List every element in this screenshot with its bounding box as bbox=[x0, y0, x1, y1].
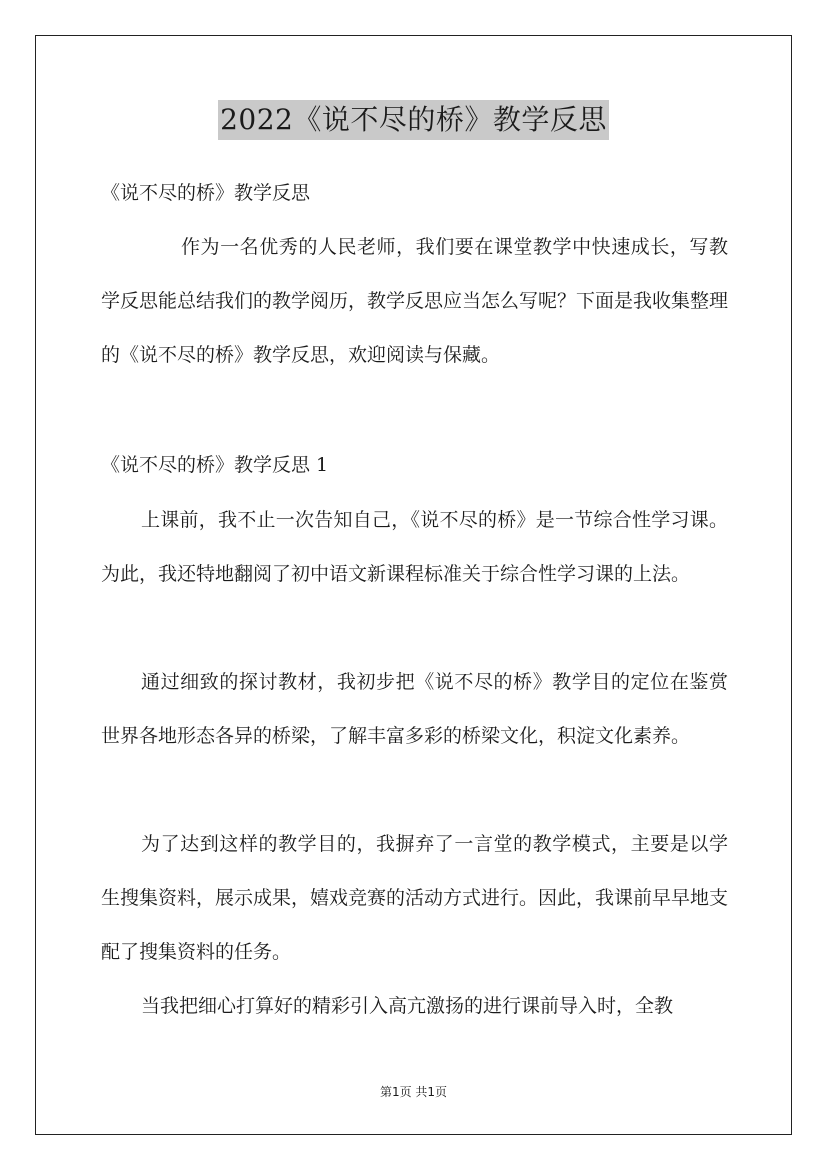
intro-paragraph: 作为一名优秀的人民老师，我们要在课堂教学中快速成长，写教学反思能总结我们的教学阅历，教学反思应当怎么写呢？下面是我收集整理的《说不尽的桥》教学反思，欢迎阅读与保藏。 bbox=[101, 236, 729, 366]
title-container bbox=[0, 100, 827, 140]
body-paragraph-2: 通过细致的探讨教材，我初步把《说不尽的桥》教学目的定位在鉴赏世界各地形态各异的桥梁，了解丰富多彩的桥梁文化，积淀文化素养。 bbox=[101, 671, 728, 747]
body-paragraph-4: 当我把细心打算好的精彩引入高亢激扬的进行课前导入时，全教 bbox=[141, 995, 674, 1017]
page-footer: 第1页 共1页 bbox=[379, 1085, 448, 1099]
document-subtitle: 《说不尽的桥》教学反思 bbox=[101, 182, 311, 204]
section-heading: 《说不尽的桥》教学反思 1 bbox=[101, 454, 329, 476]
body-paragraph-1: 上课前，我不止一次告知自己，《说不尽的桥》是一节综合性学习课。为此，我还特地翻阅了初中语文新课程标准关于综合性学习课的上法。 bbox=[101, 509, 728, 585]
body-paragraph-3: 为了达到这样的教学目的，我摒弃了一言堂的教学模式，主要是以学生搜集资料，展示成果，嬉戏竞赛的活动方式进行。因此，我课前早早地支配了搜集资料的任务。 bbox=[101, 833, 729, 963]
document-title: 2022《说不尽的桥》教学反思 bbox=[218, 100, 609, 140]
